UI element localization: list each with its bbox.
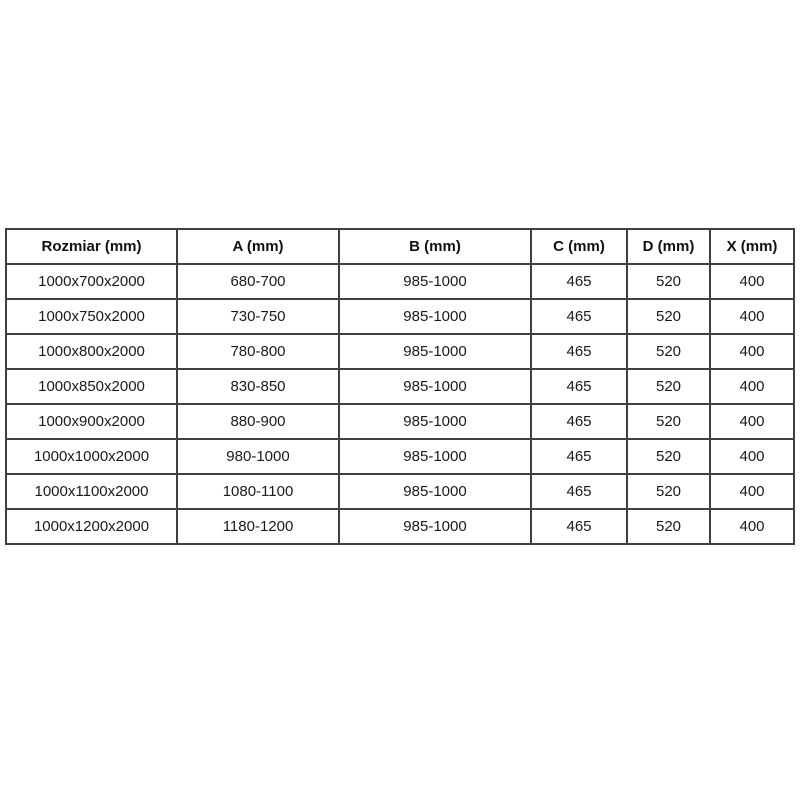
cell-b: 985-1000 [339,509,531,544]
cell-x: 400 [710,299,794,334]
column-header-x: X (mm) [710,229,794,264]
table-row [6,404,794,439]
cell-c: 465 [531,264,627,299]
cell-d: 520 [627,334,710,369]
cell-b: 985-1000 [339,474,531,509]
cell-rozmiar: 1000x700x2000 [6,264,177,299]
cell-b: 985-1000 [339,299,531,334]
cell-b: 985-1000 [339,264,531,299]
cell-rozmiar: 1000x1000x2000 [6,439,177,474]
cell-x: 400 [710,509,794,544]
cell-a: 1180-1200 [177,509,339,544]
cell-c: 465 [531,334,627,369]
column-header-a: A (mm) [177,229,339,264]
cell-d: 520 [627,299,710,334]
cell-c: 465 [531,439,627,474]
dimensions-table [5,228,795,545]
cell-a: 780-800 [177,334,339,369]
table-row [6,299,794,334]
cell-b: 985-1000 [339,369,531,404]
table-row [6,509,794,544]
cell-rozmiar: 1000x850x2000 [6,369,177,404]
cell-x: 400 [710,474,794,509]
column-header-d: D (mm) [627,229,710,264]
cell-c: 465 [531,404,627,439]
cell-d: 520 [627,439,710,474]
cell-d: 520 [627,474,710,509]
cell-rozmiar: 1000x800x2000 [6,334,177,369]
table-row [6,334,794,369]
cell-c: 465 [531,369,627,404]
column-header-rozmiar: Rozmiar (mm) [6,229,177,264]
cell-a: 680-700 [177,264,339,299]
cell-d: 520 [627,264,710,299]
cell-x: 400 [710,404,794,439]
cell-x: 400 [710,264,794,299]
cell-d: 520 [627,369,710,404]
cell-a: 880-900 [177,404,339,439]
table-row [6,439,794,474]
header-row [6,229,794,264]
table-row [6,369,794,404]
cell-c: 465 [531,509,627,544]
cell-x: 400 [710,334,794,369]
cell-x: 400 [710,369,794,404]
cell-a: 730-750 [177,299,339,334]
cell-b: 985-1000 [339,334,531,369]
cell-a: 980-1000 [177,439,339,474]
cell-d: 520 [627,509,710,544]
cell-rozmiar: 1000x1100x2000 [6,474,177,509]
cell-b: 985-1000 [339,439,531,474]
cell-d: 520 [627,404,710,439]
cell-rozmiar: 1000x900x2000 [6,404,177,439]
cell-rozmiar: 1000x750x2000 [6,299,177,334]
column-header-c: C (mm) [531,229,627,264]
cell-c: 465 [531,299,627,334]
cell-rozmiar: 1000x1200x2000 [6,509,177,544]
cell-a: 1080-1100 [177,474,339,509]
cell-a: 830-850 [177,369,339,404]
cell-c: 465 [531,474,627,509]
table-row [6,474,794,509]
cell-x: 400 [710,439,794,474]
table-row [6,264,794,299]
column-header-b: B (mm) [339,229,531,264]
cell-b: 985-1000 [339,404,531,439]
